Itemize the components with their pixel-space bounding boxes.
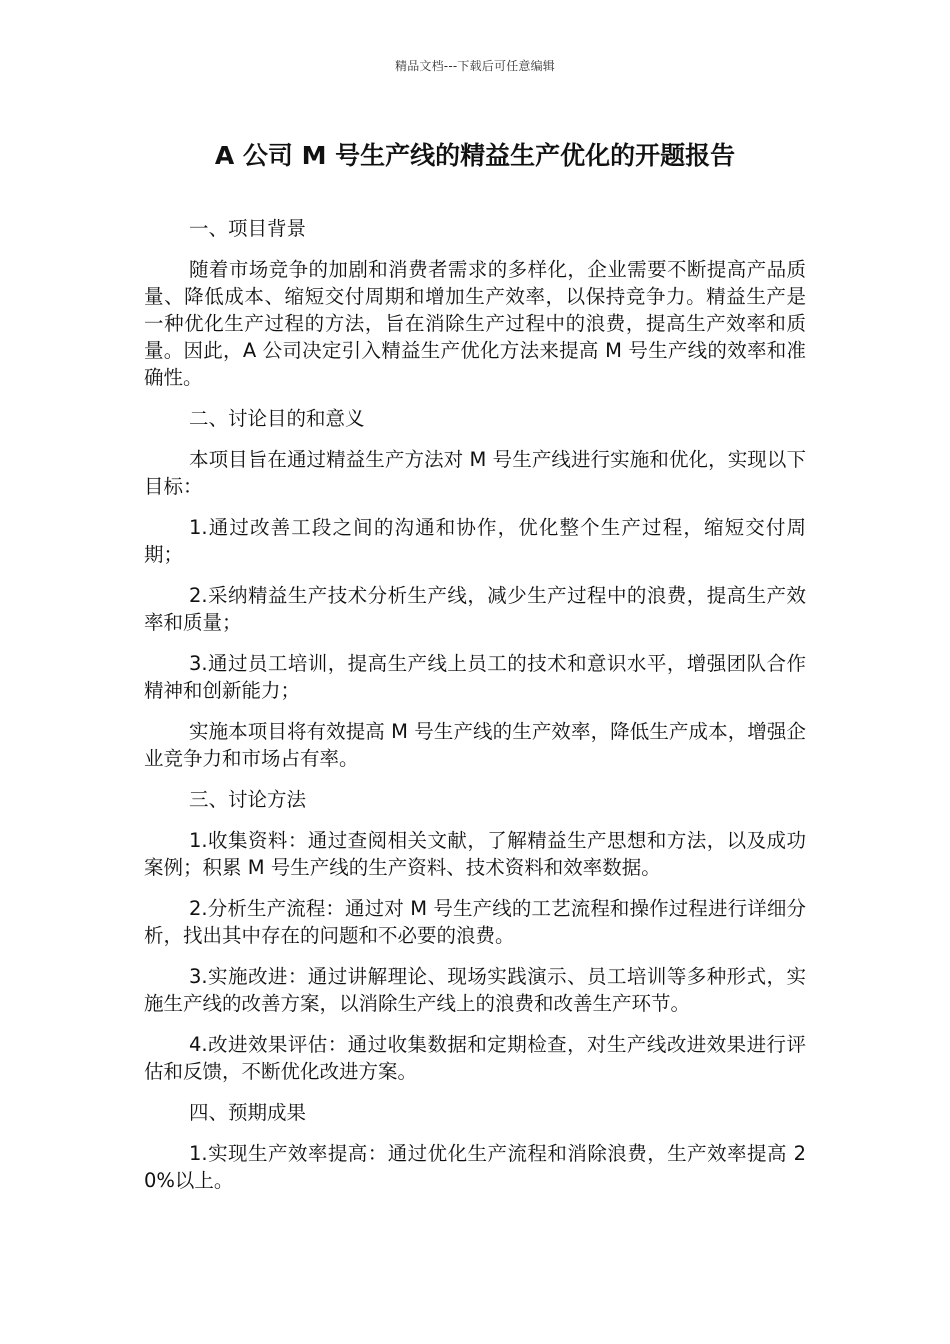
paragraph: 随着市场竞争的加剧和消费者需求的多样化，企业需要不断提高产品质量、降低成本、缩短交付周期和增加生产效率，以保持竞争力。精益生产是一种优化生产过程的方法，旨在消除生产过程中的浪费，提高生产效率和质量。因此，A 公司决定引入精益生产优化方法来提高 M 号生产线的效率和准确性。 xyxy=(144,258,806,389)
list-item: 1.通过改善工段之间的沟通和协作，优化整个生产过程，缩短交付周期； xyxy=(144,516,806,566)
list-item: 2.分析生产流程：通过对 M 号生产线的工艺流程和操作过程进行详细分析，找出其中存在的问题和不必要的浪费。 xyxy=(144,897,806,947)
document-body xyxy=(144,215,806,1208)
section-heading-purpose: 二、讨论目的和意义 xyxy=(189,407,365,430)
section-heading-background: 一、项目背景 xyxy=(189,217,307,240)
document-title: A 公司 M 号生产线的精益生产优化的开题报告 xyxy=(214,141,736,170)
list-item: 2.采纳精益生产技术分析生产线，减少生产过程中的浪费，提高生产效率和质量； xyxy=(144,584,806,634)
paragraph: 本项目旨在通过精益生产方法对 M 号生产线进行实施和优化，实现以下目标： xyxy=(144,448,806,498)
list-item: 1.收集资料：通过查阅相关文献，了解精益生产思想和方法，以及成功案例；积累 M 号生产线的生产资料、技术资料和效率数据。 xyxy=(144,829,806,879)
list-item: 4.改进效果评估：通过收集数据和定期检查，对生产线改进效果进行评估和反馈，不断优化改进方案。 xyxy=(144,1033,806,1083)
list-item: 1.实现生产效率提高：通过优化生产流程和消除浪费，生产效率提高 20%以上。 xyxy=(144,1142,806,1192)
page-header: 精品文档---下载后可任意编辑 xyxy=(395,59,555,73)
list-item: 3.通过员工培训，提高生产线上员工的技术和意识水平，增强团队合作精神和创新能力； xyxy=(144,652,806,702)
paragraph: 实施本项目将有效提高 M 号生产线的生产效率，降低生产成本，增强企业竞争力和市场占有率。 xyxy=(144,720,806,770)
list-item: 3.实施改进：通过讲解理论、现场实践演示、员工培训等多种形式，实施生产线的改善方案，以消除生产线上的浪费和改善生产环节。 xyxy=(144,965,806,1015)
section-heading-results: 四、预期成果 xyxy=(189,1101,307,1124)
section-heading-methods: 三、讨论方法 xyxy=(189,788,307,811)
